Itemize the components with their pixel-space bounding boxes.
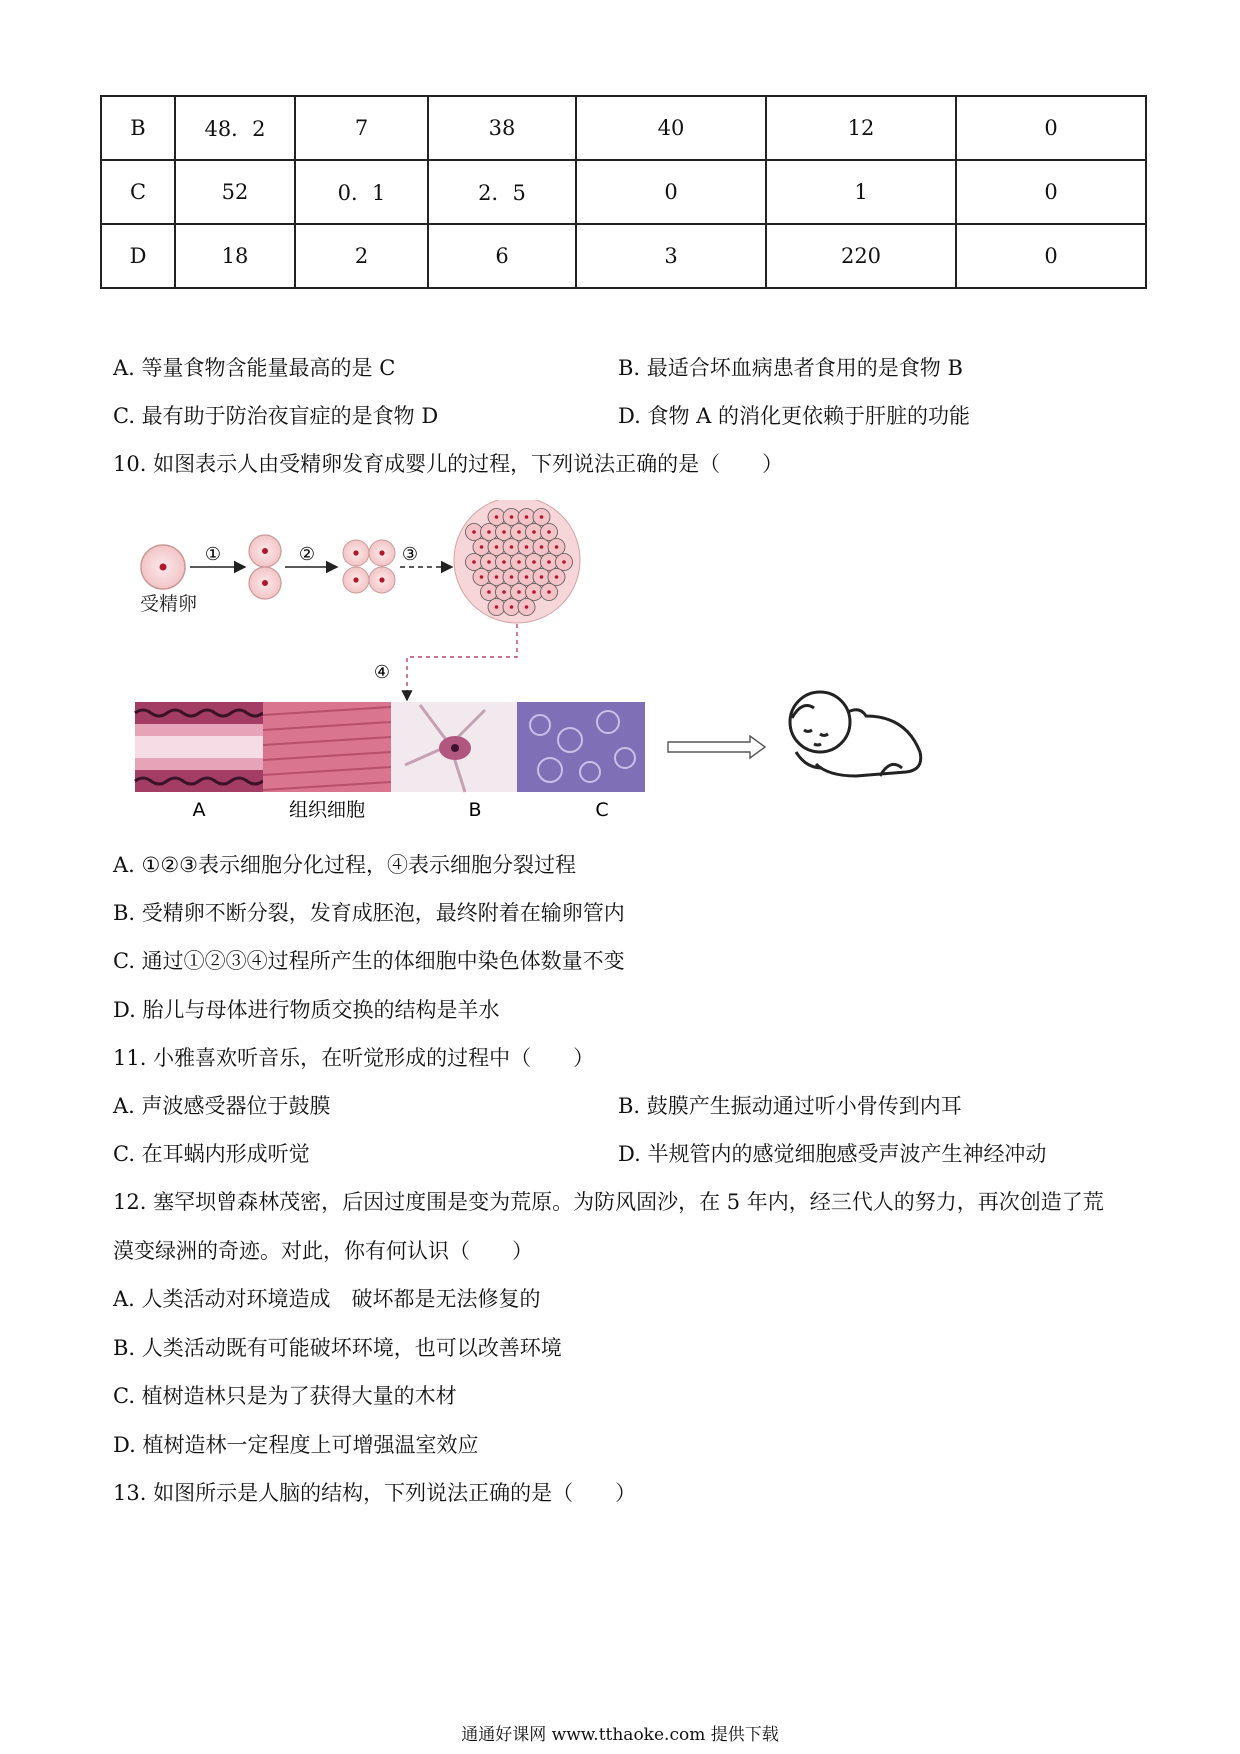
table-cell: 52 — [175, 160, 295, 224]
table-cell: 48．2 — [175, 96, 295, 160]
egg-label: 受精卵 — [140, 593, 198, 615]
step2-label: ② — [298, 544, 316, 565]
embryo-development-figure — [120, 500, 960, 830]
page-footer: 通通好课网 www.tthaoke.com 提供下载 — [461, 1725, 779, 1745]
muscle-tissue-image — [263, 702, 391, 792]
cluster-cell-nucleus — [555, 575, 559, 579]
table-cell: 0 — [956, 160, 1146, 224]
q10-option-a: A. ①②③表示细胞分化过程，④表示细胞分裂过程 — [113, 853, 576, 877]
cluster-cell-nucleus — [525, 545, 529, 549]
table-cell: 12 — [766, 96, 956, 160]
cluster-cell-nucleus — [480, 575, 484, 579]
q12-option-b: B. 人类活动既有可能破坏环境，也可以改善环境 — [113, 1336, 562, 1360]
cluster-cell-nucleus — [487, 560, 491, 564]
cluster-cell-nucleus — [540, 575, 544, 579]
cluster-cell-nucleus — [525, 575, 529, 579]
q11-stem: 11. 小雅喜欢听音乐，在听觉形成的过程中（ ） — [113, 1046, 595, 1070]
cluster-cell-nucleus — [532, 530, 536, 534]
cluster-cell-nucleus — [532, 560, 536, 564]
cluster-cell-nucleus — [472, 530, 476, 534]
q10-stem: 10. 如图表示人由受精卵发育成婴儿的过程，下列说法正确的是（ ） — [113, 452, 784, 476]
q12-option-c: C. 植树造林只是为了获得大量的木材 — [113, 1384, 457, 1408]
cluster-cell-nucleus — [495, 545, 499, 549]
cluster-cell-nucleus — [495, 605, 499, 609]
cluster-cell-nucleus — [547, 530, 551, 534]
table-cell: 0 — [956, 224, 1146, 288]
tissue-label-a: A — [192, 799, 206, 821]
cluster-cell-nucleus — [502, 590, 506, 594]
cluster-cell-nucleus — [487, 530, 491, 534]
step4-label: ④ — [373, 662, 391, 683]
step1-label: ① — [204, 544, 222, 565]
cluster-cell-nucleus — [510, 545, 514, 549]
table-cell: 1 — [766, 160, 956, 224]
tissue-b-image — [391, 702, 517, 792]
q12-option-d: D. 植树造林一定程度上可增强温室效应 — [113, 1433, 479, 1457]
q9-option-c: C. 最有助于防治夜盲症的是食物 D — [113, 404, 439, 428]
table-cell: C — [101, 160, 175, 224]
table-cell: 7 — [295, 96, 428, 160]
q9-option-a: A. 等量食物含能量最高的是 C — [113, 356, 396, 380]
cluster-cell-nucleus — [525, 515, 529, 519]
q12-stem-line1: 12. 塞罕坝曾森林茂密，后因过度围是变为荒原。为防风固沙，在 5 年内，经三代人的努力，再次创造了荒 — [113, 1190, 1104, 1214]
cluster-cell-nucleus — [540, 515, 544, 519]
step3-label: ③ — [401, 544, 419, 565]
table-row — [101, 96, 1146, 160]
q10-option-b: B. 受精卵不断分裂，发育成胚泡，最终附着在输卵管内 — [113, 901, 625, 925]
q9-option-b: B. 最适合坏血病患者食用的是食物 B — [618, 356, 963, 380]
cluster-cell-nucleus — [517, 530, 521, 534]
nutrition-table — [100, 95, 1147, 289]
cluster-cell-nucleus — [547, 560, 551, 564]
cluster-cell-nucleus — [502, 560, 506, 564]
cluster-cell-nucleus — [547, 590, 551, 594]
tissue-c-image — [517, 702, 645, 792]
table-cell: 0．1 — [295, 160, 428, 224]
cluster-cell-nucleus — [495, 575, 499, 579]
cluster-cell-nucleus — [562, 560, 566, 564]
q11-option-d: D. 半规管内的感觉细胞感受声波产生神经冲动 — [618, 1142, 1047, 1166]
cluster-cell-nucleus — [532, 590, 536, 594]
cluster-cell-nucleus — [510, 515, 514, 519]
q9-option-d: D. 食物 A 的消化更依赖于肝脏的功能 — [618, 404, 970, 428]
table-cell: 0 — [576, 160, 766, 224]
cluster-cell-nucleus — [495, 515, 499, 519]
baby-icon — [790, 692, 921, 776]
hollow-arrow-icon — [668, 736, 765, 758]
table-row — [101, 160, 1146, 224]
step4-arrow-icon — [407, 624, 517, 700]
table-cell: B — [101, 96, 175, 160]
two-cell-stage-icon — [249, 535, 281, 599]
cluster-cell-nucleus — [480, 545, 484, 549]
table-cell: 40 — [576, 96, 766, 160]
table-cell: 2 — [295, 224, 428, 288]
fertilized-egg-icon — [141, 545, 185, 589]
q13-stem: 13. 如图所示是人脑的结构，下列说法正确的是（ ） — [113, 1481, 637, 1505]
table-cell: 2．5 — [428, 160, 576, 224]
cluster-cell-nucleus — [487, 590, 491, 594]
cluster-cell-nucleus — [525, 605, 529, 609]
cluster-cell-nucleus — [517, 560, 521, 564]
table-cell: 0 — [956, 96, 1146, 160]
cluster-cell-nucleus — [555, 545, 559, 549]
q10-option-c: C. 通过①②③④过程所产生的体细胞中染色体数量不变 — [113, 949, 625, 973]
table-cell: 220 — [766, 224, 956, 288]
cluster-cell-nucleus — [540, 545, 544, 549]
q10-option-d: D. 胎儿与母体进行物质交换的结构是羊水 — [113, 998, 500, 1022]
table-cell: 3 — [576, 224, 766, 288]
table-cell: 38 — [428, 96, 576, 160]
q11-option-b: B. 鼓膜产生振动通过听小骨传到内耳 — [618, 1094, 962, 1118]
four-cell-stage-icon — [343, 540, 395, 593]
tissue-a-image — [135, 702, 263, 792]
cluster-cell-nucleus — [472, 560, 476, 564]
q12-stem-line2: 漠变绿洲的奇迹。对此，你有何认识（ ） — [113, 1239, 533, 1263]
tissue-label-b: B — [468, 799, 482, 821]
q11-option-a: A. 声波感受器位于鼓膜 — [113, 1094, 331, 1118]
table-cell: 18 — [175, 224, 295, 288]
cell-cluster-icon — [454, 500, 580, 623]
table-row — [101, 224, 1146, 288]
q11-option-c: C. 在耳蜗内形成听觉 — [113, 1142, 310, 1166]
tissue-label-cells: 组织细胞 — [288, 799, 366, 821]
q12-option-a: A. 人类活动对环境造成 破坏都是无法修复的 — [113, 1287, 541, 1311]
cluster-cell-nucleus — [502, 530, 506, 534]
table-cell: 6 — [428, 224, 576, 288]
tissue-label-c: C — [595, 799, 609, 821]
table-cell: D — [101, 224, 175, 288]
cluster-cell-nucleus — [517, 590, 521, 594]
cluster-cell-nucleus — [510, 575, 514, 579]
cluster-cell-nucleus — [510, 605, 514, 609]
